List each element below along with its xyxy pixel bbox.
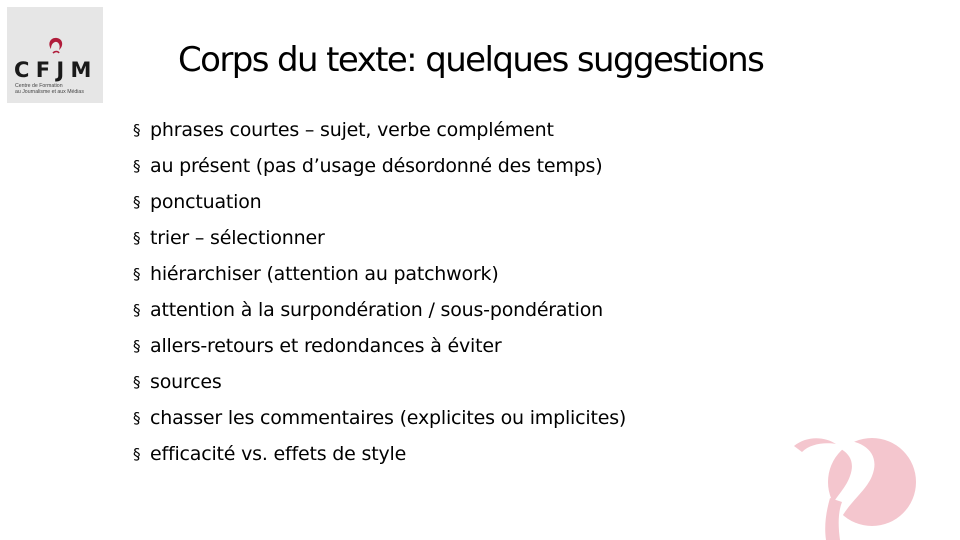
logo-caption xyxy=(15,83,99,96)
bullet-item xyxy=(133,184,626,220)
cfjm-logo xyxy=(7,7,103,103)
bullet-text: attention à la surpondération / sous-pondération xyxy=(150,299,603,321)
bullet-text: ponctuation xyxy=(150,191,262,213)
bullet-item xyxy=(133,328,626,364)
bullet-marker-icon: § xyxy=(133,157,141,175)
bullet-text: chasser les commentaires (explicites ou implicites) xyxy=(150,407,627,429)
bullet-marker-icon: § xyxy=(133,229,141,247)
bullet-marker-icon: § xyxy=(133,373,141,391)
bullet-marker-icon: § xyxy=(133,445,141,463)
logo-caption-line: Centre de Formation xyxy=(15,83,63,89)
slide-title: Corps du texte: quelques suggestions xyxy=(178,40,764,80)
logo-letters: C F J M xyxy=(14,58,91,82)
bullet-item xyxy=(133,364,626,400)
bullet-marker-icon: § xyxy=(133,265,141,283)
bullet-item xyxy=(133,400,626,436)
bullet-text: sources xyxy=(150,371,222,393)
bullet-item xyxy=(133,220,626,256)
bullet-item xyxy=(133,436,626,472)
cfjm-swirl-watermark-icon xyxy=(780,412,960,540)
logo-caption-line: au Journalisme et aux Médias xyxy=(15,89,84,96)
bullet-text: efficacité vs. effets de style xyxy=(150,443,407,465)
bullet-item xyxy=(133,148,626,184)
bullet-item xyxy=(133,292,626,328)
bullet-text: allers-retours et redondances à éviter xyxy=(150,335,502,357)
bullet-item xyxy=(133,112,626,148)
bullet-text: hiérarchiser (attention au patchwork) xyxy=(150,263,499,285)
bullet-marker-icon: § xyxy=(133,121,141,139)
bullet-text: phrases courtes – sujet, verbe complément xyxy=(150,119,554,141)
bullet-text: au présent (pas d’usage désordonné des temps) xyxy=(150,155,603,177)
bullet-list xyxy=(133,112,626,472)
bullet-text: trier – sélectionner xyxy=(150,227,325,249)
bullet-item xyxy=(133,256,626,292)
bullet-marker-icon: § xyxy=(133,301,141,319)
bullet-marker-icon: § xyxy=(133,193,141,211)
bullet-marker-icon: § xyxy=(133,337,141,355)
bullet-marker-icon: § xyxy=(133,409,141,427)
